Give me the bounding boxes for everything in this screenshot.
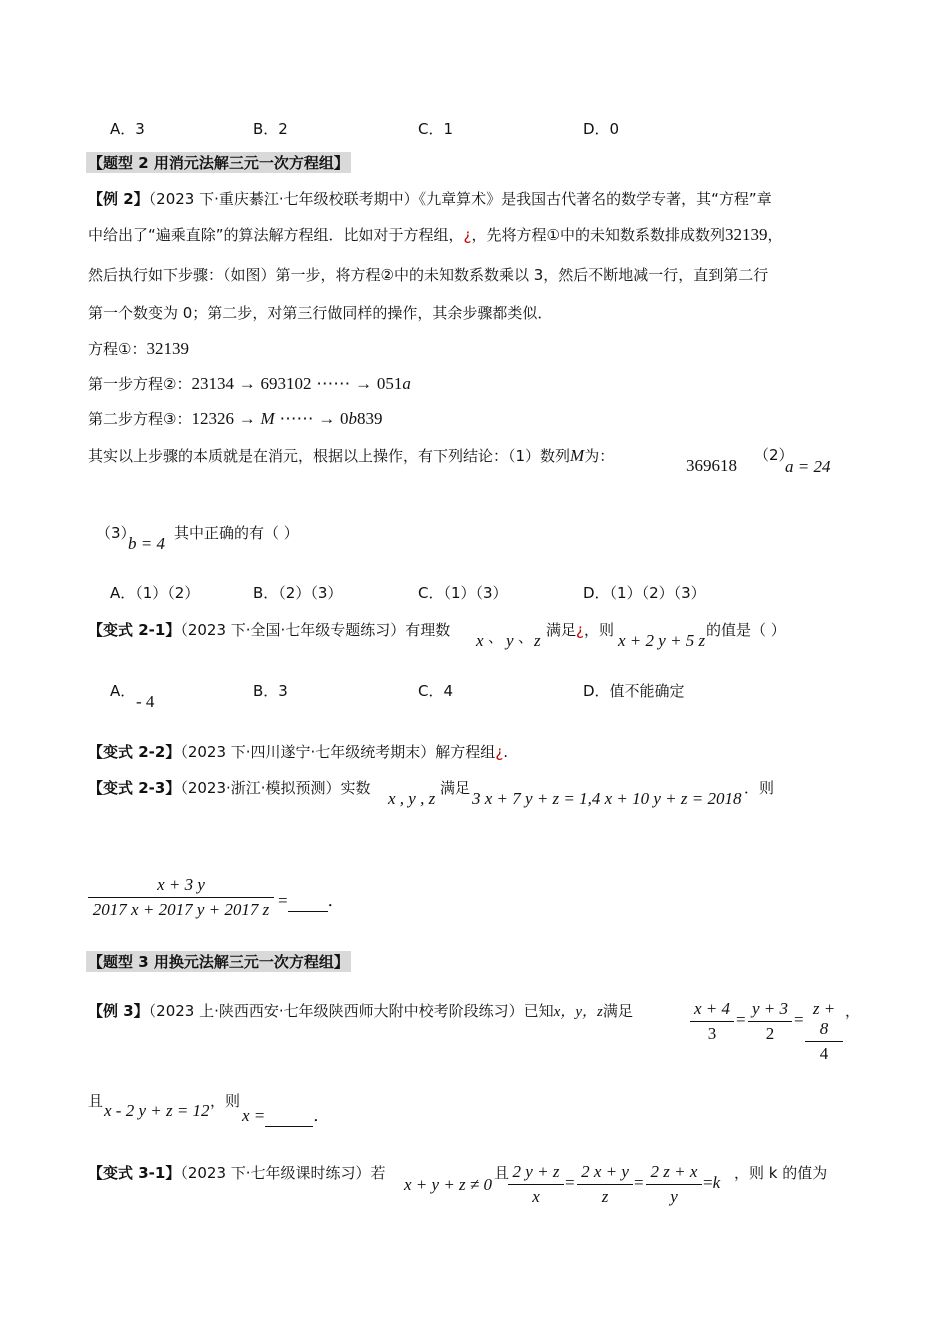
v23-mz: 满足 bbox=[440, 779, 471, 797]
ex3-comma: ， bbox=[845, 1002, 861, 1020]
v21-option-c: C．4 bbox=[418, 682, 454, 700]
eq2-row bbox=[88, 373, 411, 394]
comma: ， bbox=[767, 226, 783, 244]
ex2-line2 bbox=[88, 224, 782, 245]
v31-f2-num: 2 x + y bbox=[577, 1162, 633, 1185]
v22-tag: 【变式 2-2】 bbox=[88, 743, 181, 761]
ex2-option-b: B．（2）（3） bbox=[253, 584, 343, 602]
v23-frac-num: x + 3 y bbox=[88, 875, 274, 898]
conclusion-line bbox=[88, 445, 614, 466]
v31-tag: 【变式 3-1】 bbox=[88, 1164, 181, 1182]
ex2-tag: 【例 2】 bbox=[88, 190, 149, 208]
ex2-text2b: ，先将方程①中的未知数系数排成数列 bbox=[471, 226, 725, 244]
v31-eq-3 bbox=[703, 1173, 720, 1193]
dun-2: 、 bbox=[518, 628, 534, 646]
v23-ze: ．则 bbox=[744, 779, 775, 797]
eq1-value: 32139 bbox=[146, 339, 189, 358]
arrow-icon: → bbox=[238, 409, 256, 428]
ex2-line4: 第一个数变为 0；第二步，对第三行做同样的操作，其余步骤都类似． bbox=[88, 304, 553, 322]
ex2-text1: （2023 下·重庆綦江·七年级校联考期中）《九章算术》是我国古代著名的数学专著，其“方程”章 bbox=[148, 190, 772, 208]
ex3-eq-1: = bbox=[736, 1010, 746, 1029]
ex3-end: ． bbox=[313, 1106, 331, 1125]
v23-eq-sign: = bbox=[278, 891, 288, 910]
eq1-row bbox=[88, 338, 189, 359]
ex3-f2-num: y + 3 bbox=[748, 999, 792, 1022]
var-M: M bbox=[260, 409, 275, 428]
arrow-icon: → bbox=[318, 409, 336, 428]
ex3-line bbox=[88, 1000, 633, 1021]
dun-1: 、 bbox=[488, 628, 504, 646]
var-k: k bbox=[712, 1173, 721, 1192]
eq2-a: 23134 bbox=[191, 374, 234, 393]
eq1-label: 方程①： bbox=[88, 340, 147, 358]
c2-value: a = 24 bbox=[785, 457, 831, 476]
arrow-icon: → bbox=[238, 374, 256, 393]
ex3-f1-num: x + 4 bbox=[690, 999, 734, 1022]
v21-option-a-value: - 4 bbox=[136, 692, 155, 711]
var-a: a bbox=[402, 374, 411, 393]
ex3-mz: 满足 bbox=[602, 1002, 633, 1020]
ex3-ze: ，则 bbox=[210, 1092, 241, 1110]
ex3-f3-den: 4 bbox=[819, 1044, 829, 1063]
var-M: M bbox=[570, 446, 585, 465]
ex3-eq-2: = bbox=[794, 1010, 804, 1029]
option-d: D．0 bbox=[583, 120, 620, 138]
v21-expr: x + 2 y + 5 z bbox=[618, 631, 706, 650]
ex2-option-d: D．（1）（2）（3） bbox=[583, 584, 706, 602]
option-b: B．2 bbox=[253, 120, 288, 138]
v31-cond: x + y + z ≠ 0 bbox=[404, 1175, 492, 1194]
v21-tail: 的值是（ ） bbox=[706, 621, 786, 639]
v21-src: （2023 下·全国·七年级专题练习）有理数 bbox=[180, 621, 451, 639]
v21-tag: 【变式 2-1】 bbox=[88, 621, 181, 639]
ex2-line3: 然后执行如下步骤：（如图）第一步，将方程②中的未知数系数乘以 3，然后不断地减一行，直到第二行 bbox=[88, 266, 769, 284]
type3-header: 【题型 3 用换元法解三元一次方程组】 bbox=[88, 953, 349, 971]
ex2-option-a: A．（1）（2） bbox=[110, 584, 200, 602]
ex3-src: （2023 上·陕西西安·七年级陕西师大附中校考阶段练习）已知 bbox=[148, 1002, 554, 1020]
v31-eq-1: = bbox=[565, 1173, 575, 1192]
seq-value: 32139 bbox=[724, 225, 768, 244]
v23-src: （2023·浙江·模拟预测）实数 bbox=[180, 779, 371, 797]
arrow-icon: → bbox=[355, 374, 373, 393]
eq2-b: 693102 bbox=[260, 374, 312, 393]
var-b: b bbox=[348, 409, 358, 428]
answer-blank[interactable] bbox=[288, 891, 328, 912]
ex3-frac-2 bbox=[748, 999, 792, 1044]
system-symbol: ¿ bbox=[495, 743, 504, 761]
ex3-x-eq bbox=[242, 1101, 330, 1127]
v31-line bbox=[88, 1162, 386, 1183]
v31-eq-3-sign: = bbox=[703, 1173, 713, 1192]
c3-value: b = 4 bbox=[128, 534, 165, 553]
v31-f1-num: 2 y + z bbox=[508, 1162, 564, 1185]
eq3-c: 839 bbox=[357, 409, 383, 428]
eq3-a: 12326 bbox=[191, 409, 234, 428]
v23-tag: 【变式 2-3】 bbox=[88, 779, 181, 797]
ex3-f1-den: 3 bbox=[707, 1024, 717, 1043]
v31-eq-2: = bbox=[634, 1173, 644, 1192]
ex2-option-c: C．（1）（3） bbox=[418, 584, 508, 602]
system-symbol: ¿ bbox=[463, 226, 472, 244]
v21-mz bbox=[546, 619, 614, 640]
v23-frac-den: 2017 x + 2017 y + 2017 z bbox=[92, 900, 270, 919]
c3-tag: （3） bbox=[96, 524, 136, 542]
v23-eq bbox=[278, 886, 345, 912]
v21-line bbox=[88, 619, 450, 640]
ex2-line1 bbox=[88, 188, 772, 209]
v31-f1-den: x bbox=[532, 1187, 540, 1206]
v23-fraction bbox=[88, 875, 274, 920]
v23-cond: 3 x + 7 y + z = 1,4 x + 10 y + z = 2018 bbox=[472, 789, 742, 808]
conclusion-text: 其实以上步骤的本质就是在消元，根据以上操作，有下列结论：（1）数列 bbox=[88, 447, 571, 465]
v21-option-a: A． bbox=[110, 682, 136, 700]
eq3-label: 第二步方程③： bbox=[88, 410, 192, 428]
ellipsis: ⋯⋯ bbox=[279, 409, 314, 428]
eq2-c: 051 bbox=[376, 374, 403, 393]
v31-frac-2 bbox=[577, 1162, 633, 1207]
ex3-f3-num: z + 8 bbox=[805, 999, 843, 1042]
v31-src: （2023 下·七年级课时练习）若 bbox=[180, 1164, 386, 1182]
c2-tag: （2） bbox=[754, 446, 794, 464]
ellipsis: ⋯⋯ bbox=[316, 374, 351, 393]
eq3-b: 0 bbox=[340, 409, 349, 428]
ex3-f2-den: 2 bbox=[765, 1024, 775, 1043]
ex3-qie: 且 bbox=[88, 1092, 104, 1110]
option-a: A．3 bbox=[110, 120, 145, 138]
v21-mz-text: 满足 bbox=[546, 621, 577, 639]
v31-frac-3 bbox=[646, 1162, 702, 1207]
ex3-tag: 【例 3】 bbox=[88, 1002, 149, 1020]
var-x: x bbox=[476, 631, 484, 650]
conclusion-wei: 为： bbox=[584, 447, 615, 465]
v21-ze: ，则 bbox=[583, 621, 614, 639]
v31-tail: ，则 k 的值为 bbox=[734, 1164, 828, 1182]
v23-vars: x , y , z bbox=[388, 789, 436, 808]
system-symbol: ¿ bbox=[576, 621, 584, 639]
eq3-row bbox=[88, 408, 383, 429]
ex3-cond: x - 2 y + z = 12 bbox=[104, 1101, 210, 1120]
answer-blank[interactable] bbox=[265, 1106, 313, 1127]
v21-option-d: D．值不能确定 bbox=[583, 682, 685, 700]
v31-f3-den: y bbox=[670, 1187, 678, 1206]
v23-line bbox=[88, 777, 371, 798]
v22-end: . bbox=[503, 743, 509, 761]
v23-end: ． bbox=[327, 891, 345, 910]
v31-qie: 且 bbox=[494, 1164, 510, 1182]
ex3-vars: x，y，z bbox=[553, 1004, 603, 1020]
v31-f2-den: z bbox=[601, 1187, 609, 1206]
v31-f3-num: 2 z + x bbox=[646, 1162, 702, 1185]
var-z: z bbox=[534, 631, 541, 650]
ex3-frac-1 bbox=[690, 999, 734, 1044]
option-c: C．1 bbox=[418, 120, 454, 138]
v22-text: （2023 下·四川遂宁·七年级统考期末）解方程组 bbox=[180, 743, 496, 761]
ex3-frac-3 bbox=[805, 999, 843, 1064]
ex2-text2: 中给出了“遍乘直除”的算法解方程组．比如对于方程组， bbox=[88, 226, 464, 244]
ex3-x-eq-text: x = bbox=[242, 1106, 266, 1125]
type2-header: 【题型 2 用消元法解三元一次方程组】 bbox=[88, 154, 349, 172]
c3-tail: 其中正确的有（ ） bbox=[174, 524, 299, 542]
v31-frac-1 bbox=[508, 1162, 564, 1207]
v21-option-b: B．3 bbox=[253, 682, 288, 700]
c1-value: 369618 bbox=[686, 456, 737, 475]
v22-line bbox=[88, 741, 508, 762]
var-y: y bbox=[506, 631, 514, 650]
eq2-label: 第一步方程②： bbox=[88, 375, 192, 393]
